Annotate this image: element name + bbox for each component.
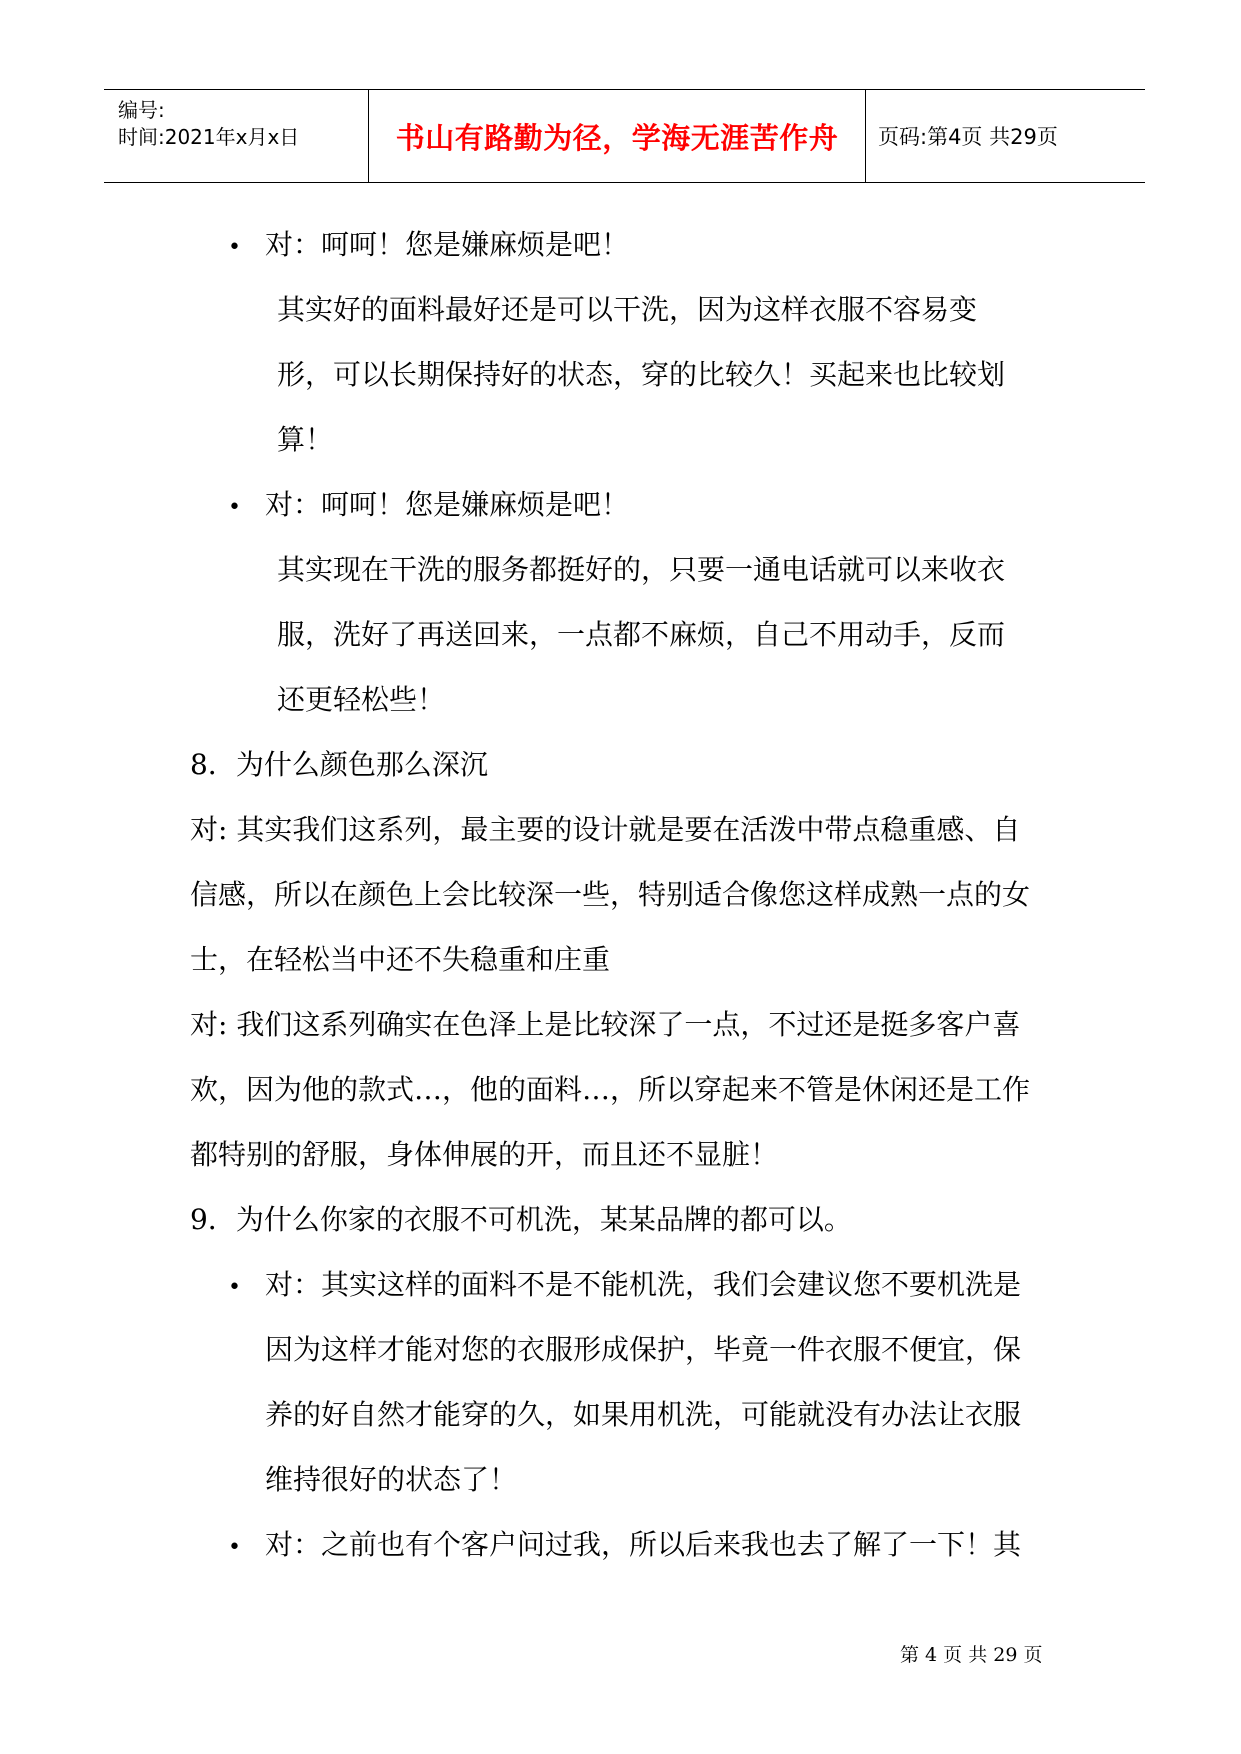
bullet-1-line-3: 算！ xyxy=(277,423,334,456)
bullet-3-line-1: 对：其实这样的面料不是不能机洗，我们会建议您不要机洗是 xyxy=(265,1268,1022,1301)
answer-8b-line-2: 欢，因为他的款式…，他的面料…，所以穿起来不管是休闲还是工作 xyxy=(190,1073,1031,1106)
bullet-2-line-1: 其实现在干洗的服务都挺好的，只要一通电话就可以来收衣 xyxy=(277,553,1006,586)
motto-text: 书山有路勤为径，学海无涯苦作舟 xyxy=(395,120,839,155)
bullet-marker: • xyxy=(228,1275,241,1300)
header-left-cell xyxy=(104,90,369,182)
question-8: 8．为什么颜色那么深沉 xyxy=(190,748,488,781)
bullet-1-line-2: 形，可以长期保持好的状态，穿的比较久！买起来也比较划 xyxy=(277,358,1006,391)
bullet-4-line-1: 对：之前也有个客户问过我，所以后来我也去了解了一下！其 xyxy=(265,1528,1022,1561)
answer-8a-line-1: 对: 其实我们这系列，最主要的设计就是要在活泼中带点稳重感、自 xyxy=(190,813,1021,846)
document-header xyxy=(104,89,1145,183)
bullet-1-heading: 对：呵呵！您是嫌麻烦是吧！ xyxy=(265,228,630,261)
answer-8a-line-3: 士，在轻松当中还不失稳重和庄重 xyxy=(190,943,611,976)
bullet-2-line-2: 服，洗好了再送回来，一点都不麻烦，自己不用动手，反而 xyxy=(277,618,1006,651)
bullet-2-line-3: 还更轻松些！ xyxy=(277,683,446,716)
page-footer: 第 4 页 共 29 页 xyxy=(900,1644,1043,1666)
question-9: 9．为什么你家的衣服不可机洗，某某品牌的都可以。 xyxy=(190,1203,852,1236)
bullet-marker: • xyxy=(228,495,241,520)
bullet-3-line-2: 因为这样才能对您的衣服形成保护，毕竟一件衣服不便宜，保 xyxy=(265,1333,1022,1366)
number-label: 编号: xyxy=(118,98,165,122)
answer-8b-line-1: 对: 我们这系列确实在色泽上是比较深了一点，不过还是挺多客户喜 xyxy=(190,1008,1021,1041)
bullet-2-heading: 对：呵呵！您是嫌麻烦是吧！ xyxy=(265,488,630,521)
time-label: 时间:2021年x月x日 xyxy=(118,125,300,149)
header-page-cell xyxy=(866,90,1145,182)
bullet-1-line-1: 其实好的面料最好还是可以干洗，因为这样衣服不容易变 xyxy=(277,293,978,326)
answer-8a-line-2: 信感，所以在颜色上会比较深一些，特别适合像您这样成熟一点的女 xyxy=(190,878,1031,911)
header-motto-cell xyxy=(369,90,866,182)
bullet-3-line-3: 养的好自然才能穿的久，如果用机洗，可能就没有办法让衣服 xyxy=(265,1398,1022,1431)
bullet-3-line-4: 维持很好的状态了！ xyxy=(265,1463,518,1496)
bullet-marker: • xyxy=(228,235,241,260)
page-code: 页码:第4页 共29页 xyxy=(878,125,1058,149)
bullet-marker: • xyxy=(228,1535,241,1560)
answer-8b-line-3: 都特别的舒服，身体伸展的开，而且还不显脏！ xyxy=(190,1138,779,1171)
